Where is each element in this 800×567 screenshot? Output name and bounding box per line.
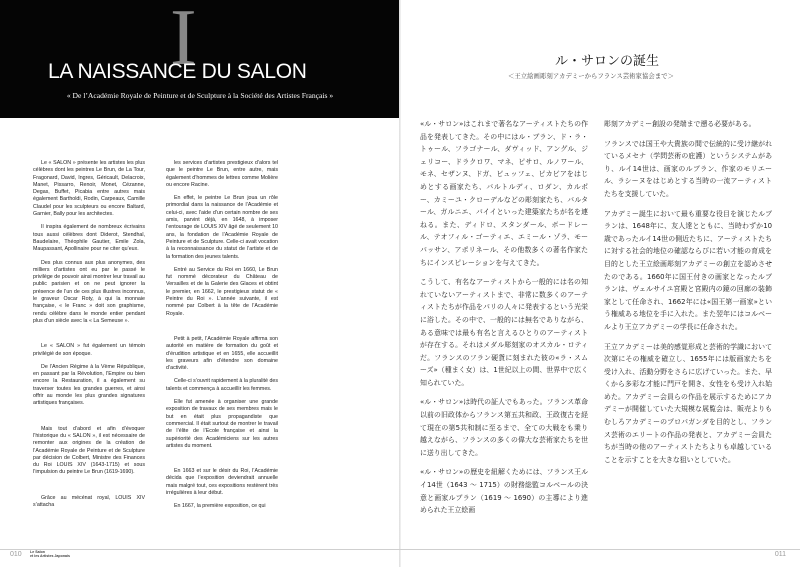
- jp-page-title: ル・サロンの誕生: [555, 54, 660, 69]
- book-gutter: [399, 0, 401, 567]
- page-number-left: 010: [10, 551, 22, 558]
- paragraph: 王立アカデミーは美的感覚形成と芸術的学識において次第にその権威を確立し、1655年には版画家たちを受け入れ、活動分野をさらに広げていった。また、早くから多彩な才能に門戸を開き、女性をも受け入れ始めた。アカデミー会員らの作品を展示するためにアカデミーが開催していた大規模な展覧会は、販売よりもむしろアカデミーのプロパガンダを目的とし、フランス芸術のエリートの作品の発表と、アカデミー会員たちが当時の他のアーティストたちよりも卓越していることを示すことを大きな狙いとしていた。: [604, 342, 772, 464]
- header-band: [0, 0, 400, 118]
- chapter-initial: I: [170, 0, 197, 82]
- paragraph: Mais tout d’abord et afin d’évoquer l’historique du « SALON », il est nécessaire de remonter aux origines de la création de l’Académie Royale de Peinture et de Sculpture par décision de Colbert, Ministre des Finances du Roi LOUIS XIV (1643-1715) et sous l’impulsion du peintre Le Brun (1619-1690).: [33, 425, 145, 476]
- text-column-2: [166, 160, 278, 517]
- text-column-1: [33, 160, 145, 515]
- paragraph: Il inspira également de nombreux écrivains tous aussi célèbres dont Diderot, Stendhal, Baudelaire, Théophile Gautier, Emile Zola, Maupassant, Apollinaire pour ne citer qu’eux.: [33, 224, 145, 253]
- page-subtitle: « De l’Académie Royale de Peinture et de Sculpture à la Société des Artistes Français »: [66, 91, 334, 100]
- paragraph: Celle-ci s’ouvrit rapidement à la pluralité des talents et commença à accueillir les femmes.: [166, 378, 278, 392]
- jp-text-column-1: [420, 118, 588, 524]
- brand-line: et les Artistes Japonais: [30, 554, 71, 559]
- paragraph: Grâce au mécénat royal, LOUIS XIV s’attacha: [33, 494, 145, 508]
- paragraph: En 1663 et sur le désir du Roi, l’Académie décida que l’exposition deviendrait annuelle mais malgré tout, ces expositions restèrent très irrégulières à leur début.: [166, 468, 278, 496]
- footer-brand: [30, 550, 70, 559]
- footer-rule: [0, 549, 800, 550]
- paragraph: Petit à petit, l’Académie Royale affirma son autorité en matière de formation du goût et d’érudition artistique et en 1655, elle accueillit les graveurs afin d’étendre son domaine d’activité.: [166, 335, 278, 372]
- paragraph: Des plus connus aux plus anonymes, des milliers d’artistes ont eu par le passé le privilège de pouvoir ainsi montrer leur travail au public parisien et on ne peut ignorer la présence de l’un de ces plus illustres inconnus, le graveur Oscar Roty, à qui la monnaie française, « le Franc » doit son graphisme, rendu célèbre dans le monde entier pendant plus d’un siècle avec la « La Semeuse ».: [33, 259, 145, 324]
- jp-page-subtitle: ＜王立絵画彫刻アカデミーからフランス芸術家協会まで＞: [508, 72, 674, 80]
- paragraph: Entré au Service du Roi en 1660, Le Brun fut nommé décorateur du Château de Versailles et de la Galerie des Glaces et obtint le premier, en 1662, le prestigieux statut de « Peintre du Roi ». L’année suivante, il est nommé par Colbert à la tête de l’Académie Royale.: [166, 266, 278, 317]
- paragraph: De l’Ancien Régime à la Vème République, en passant par la Révolution, l’Empire ou bien encore la Restauration, il a également su traverser toutes les grandes guerres, et ainsi offrir au monde les plus grandes signatures artistiques françaises.: [33, 363, 145, 407]
- paragraph: «ル・サロン»の歴史を紐解くためには、フランス王ルイ14世（1643 ～ 1715）の財務総監コルベールの決意と画家ルブラン（1619 ～ 1690）の主導により進められた王立絵画: [420, 468, 588, 515]
- paragraph: «ル・サロン»はこれまで著名なアーティストたちの作品を発表してきた。その中にはル・ブラン、ド・ラ・トゥール、フラゴナール、ダヴィッド、アングル、ジェリコー、ドラクロワ、マネ、ピサロ、ルノワール、モネ、セザンヌ、ドガ、ビュッフェ、ピカビアをはじめとする画家たち、バルトルディ、ロダン、カルポー、カミーユ・クローデルなどの彫刻家たち、バルタール、ガルニエ、バイイといった建築家たちが名を連ねる。また、ディドロ、スタンダール、ボードレール、テオフィル・ゴーティエ、エミール・ゾラ、モーパッサン、アポリネール、その他数多くの著名作家たちにインスピレーションを与えてきた。: [420, 120, 588, 267]
- paragraph: Le « SALON » présente les artistes les plus célèbres dont les peintres Le Brun, de La Tour, Fragonard, David, Ingres, Géricault, Delacroix, Manet, Pissarro, Renoir, Monet, Cézanne, Degas, Buffet, Picabia entre autres mais également Bartholdi, Rodin, Carpeaux, Camille Claudel pour les sculpteurs ou encore Baltard, Garnier, Bally pour les architectes.: [33, 160, 145, 218]
- paragraph: Elle fut amenée à organiser une grande exposition de travaux de ses membres mais le but en était plus propagandiste que commercial. Il était surtout de montrer le travail de l’élite de l’Ecole française et ainsi la supériorité des Académiciens sur les autres artistes du moment.: [166, 399, 278, 449]
- paragraph: les services d’artistes prestigieux d’alors tel que le peintre Le Brun, entre autre, mais également d’hommes de lettres comme Molière ou encore Racine.: [166, 160, 278, 188]
- paragraph: En 1667, la première exposition, ce qui: [174, 503, 266, 510]
- paragraph: アカデミー誕生において最も重要な役目を演じたルブランは、1648年に、友人達とともに、当時わずか10歳であったルイ14世の側近たちに、アーティストたちに対する社会的地位の確認ならびに若い才能の育成を目的とした王立絵画彫刻アカデミーの創立を認めさせたのである。1660年に国王付きの画家となったルブランは、ヴェルサイユ宮殿と宮殿内の鏡の回廊の装飾家として任命され、1662年には«国王第一画家»という権威ある地位を手に入れた。また翌年にはコルベールより王立アカデミーの学長に任命された。: [604, 209, 772, 331]
- paragraph: Le « SALON » fut également un témoin privilégié de son époque.: [33, 343, 145, 357]
- paragraph: En effet, le peintre Le Brun joua un rôle primordial dans la naissance de l’Académie et celui-ci, avec l’aide d’un certain nombre de ses amis, parvint déjà, en 1648, à imposer l’entourage de LOUIS XIV âgé de seulement 10 ans, la fondation de l’Académie Royale de Peinture et de Sculpture. Celle-ci avait vocation à la reconnaissance du statut de l’artiste et de la formation des jeunes talents.: [166, 195, 278, 260]
- jp-text-column-2: [604, 118, 772, 473]
- paragraph: こうして、有名なアーティストから一般的には名の知れていないアーティストまで、非常に数多くのアーティストたちが作品をパリの人々に発表するという光栄に浴した。その中で、一般的には無名でありながら、ある意味では最も有名と言えるひとりのアーティストが存在する。それはメダル彫刻家のオスカル・ロティだ。フランスのフラン硬貨に刻まれた彼の«ラ・スムーズ»（種まく女）は、1世紀以上の間、世界中で広く知られていた。: [420, 278, 588, 387]
- paragraph: フランスでは国王や大貴族の間で伝統的に受け継がれているメセナ（学問芸術の庇護）というシステムがあり、ルイ14世は、画家のルブラン、作家のモリエール、ラシーヌをはじめとする当時の一流アーティストたちを支援していた。: [604, 139, 772, 198]
- page-number-right: 011: [774, 551, 786, 558]
- page-title: LA NAISSANCE DU SALON: [48, 60, 307, 83]
- paragraph: 彫刻アカデミー創設の発端まで遡る必要がある。: [604, 120, 756, 128]
- brand-line: Le Salon: [30, 550, 45, 554]
- paragraph: «ル・サロン»は時代の証人でもあった。フランス革命以前の旧政体からフランス第五共和政、王政復古を経て現在の第5共和制に至るまで、全ての大戦をも乗り越えながら、フランスの多くの偉大な芸術家たちを世に送り出してきた。: [420, 398, 588, 457]
